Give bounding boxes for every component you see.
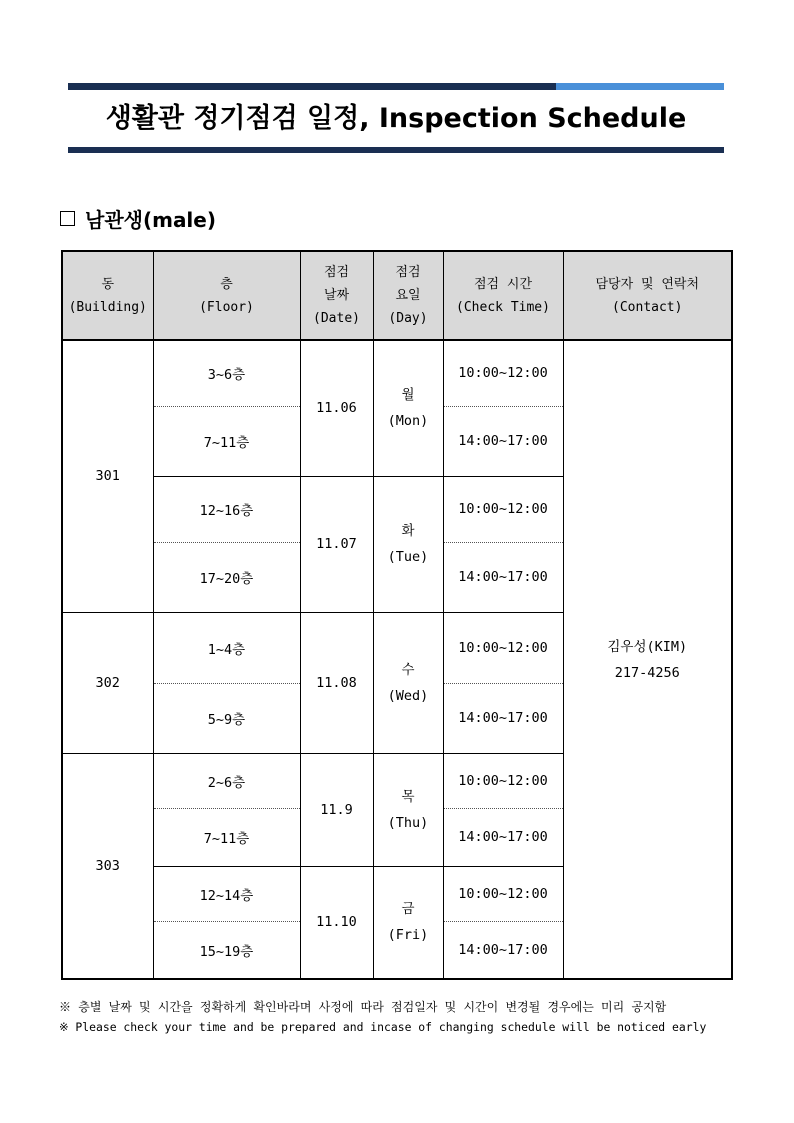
floor-cell: 15~19층 xyxy=(153,921,300,979)
header-date-ko-1: 점검 xyxy=(323,265,350,280)
header-building-en: (Building) xyxy=(68,299,147,315)
day-ko: 수 xyxy=(401,661,415,678)
floor-cell: 17~20층 xyxy=(153,542,300,612)
header-date-en: (Date) xyxy=(313,311,360,326)
page-title: 생활관 정기점검 일정, Inspection Schedule xyxy=(105,103,687,134)
day-cell xyxy=(373,866,443,979)
header-day xyxy=(373,251,443,340)
time-cell: 14:00~17:00 xyxy=(443,406,563,476)
time-cell: 14:00~17:00 xyxy=(443,921,563,979)
header-time-en: (Check Time) xyxy=(456,299,550,315)
day-en: (Thu) xyxy=(387,814,429,831)
time-cell: 10:00~12:00 xyxy=(443,476,563,542)
section-heading xyxy=(60,203,216,233)
header-contact xyxy=(563,251,732,340)
floor-cell: 5~9층 xyxy=(153,683,300,753)
date-cell: 11.10 xyxy=(300,866,373,979)
contact-phone: 217-4256 xyxy=(614,664,680,681)
note-korean: ※ 층별 날짜 및 시간을 정확하게 확인바라며 사정에 따라 점검일자 및 시간이 변경될 경우에는 미리 공지함 xyxy=(59,1000,667,1014)
time-cell: 10:00~12:00 xyxy=(443,753,563,808)
note-english: ※ Please check your time and be prepared and incase of changing schedule will be noticed early xyxy=(59,1020,707,1034)
time-cell: 10:00~12:00 xyxy=(443,612,563,683)
floor-cell: 7~11층 xyxy=(153,808,300,866)
day-ko: 목 xyxy=(401,788,415,805)
header-building-ko: 동 xyxy=(101,276,115,292)
header-contact-ko: 담당자 및 연락처 xyxy=(595,276,700,292)
floor-cell: 12~14층 xyxy=(153,866,300,921)
checkbox-square-icon xyxy=(60,211,75,226)
header-floor-ko: 층 xyxy=(220,276,233,292)
header-day-ko-2: 요일 xyxy=(395,288,421,303)
floor-cell: 7~11층 xyxy=(153,406,300,476)
time-cell: 10:00~12:00 xyxy=(443,340,563,406)
title-top-accent xyxy=(556,83,724,90)
header-date-ko-2: 날짜 xyxy=(323,288,350,303)
day-en: (Wed) xyxy=(387,687,429,704)
date-cell: 11.06 xyxy=(300,340,373,476)
header-day-en: (Day) xyxy=(388,311,428,326)
floor-cell: 1~4층 xyxy=(153,612,300,683)
header-floor-en: (Floor) xyxy=(199,299,254,315)
date-cell: 11.9 xyxy=(300,753,373,866)
building-cell: 303 xyxy=(62,753,153,979)
day-ko: 월 xyxy=(401,387,415,404)
date-cell: 11.08 xyxy=(300,612,373,753)
header-day-ko-1: 점검 xyxy=(395,265,421,280)
table-row xyxy=(62,340,732,406)
time-cell: 14:00~17:00 xyxy=(443,542,563,612)
day-en: (Fri) xyxy=(387,927,429,944)
title-bottom-bar xyxy=(68,147,724,153)
day-en: (Tue) xyxy=(387,549,429,565)
time-cell: 14:00~17:00 xyxy=(443,683,563,753)
section-label: 남관생(male) xyxy=(85,207,216,232)
day-cell xyxy=(373,612,443,753)
day-en: (Mon) xyxy=(387,413,429,430)
header-contact-en: (Contact) xyxy=(612,299,683,315)
day-ko: 금 xyxy=(401,901,415,918)
contact-name: 김우성(KIM) xyxy=(607,638,688,655)
header-floor xyxy=(153,251,300,340)
building-cell: 302 xyxy=(62,612,153,753)
time-cell: 14:00~17:00 xyxy=(443,808,563,866)
date-cell: 11.07 xyxy=(300,476,373,612)
header-date xyxy=(300,251,373,340)
day-ko: 화 xyxy=(401,523,415,539)
floor-cell: 3~6층 xyxy=(153,340,300,406)
header-building xyxy=(62,251,153,340)
time-cell: 10:00~12:00 xyxy=(443,866,563,921)
header-time xyxy=(443,251,563,340)
day-cell xyxy=(373,753,443,866)
building-cell: 301 xyxy=(62,340,153,612)
day-cell xyxy=(373,476,443,612)
schedule-table xyxy=(61,250,733,980)
day-cell xyxy=(373,340,443,476)
floor-cell: 2~6층 xyxy=(153,753,300,808)
header-time-ko: 점검 시간 xyxy=(473,276,533,292)
floor-cell: 12~16층 xyxy=(153,476,300,542)
contact-cell xyxy=(563,340,732,979)
table-header-row xyxy=(62,251,732,340)
